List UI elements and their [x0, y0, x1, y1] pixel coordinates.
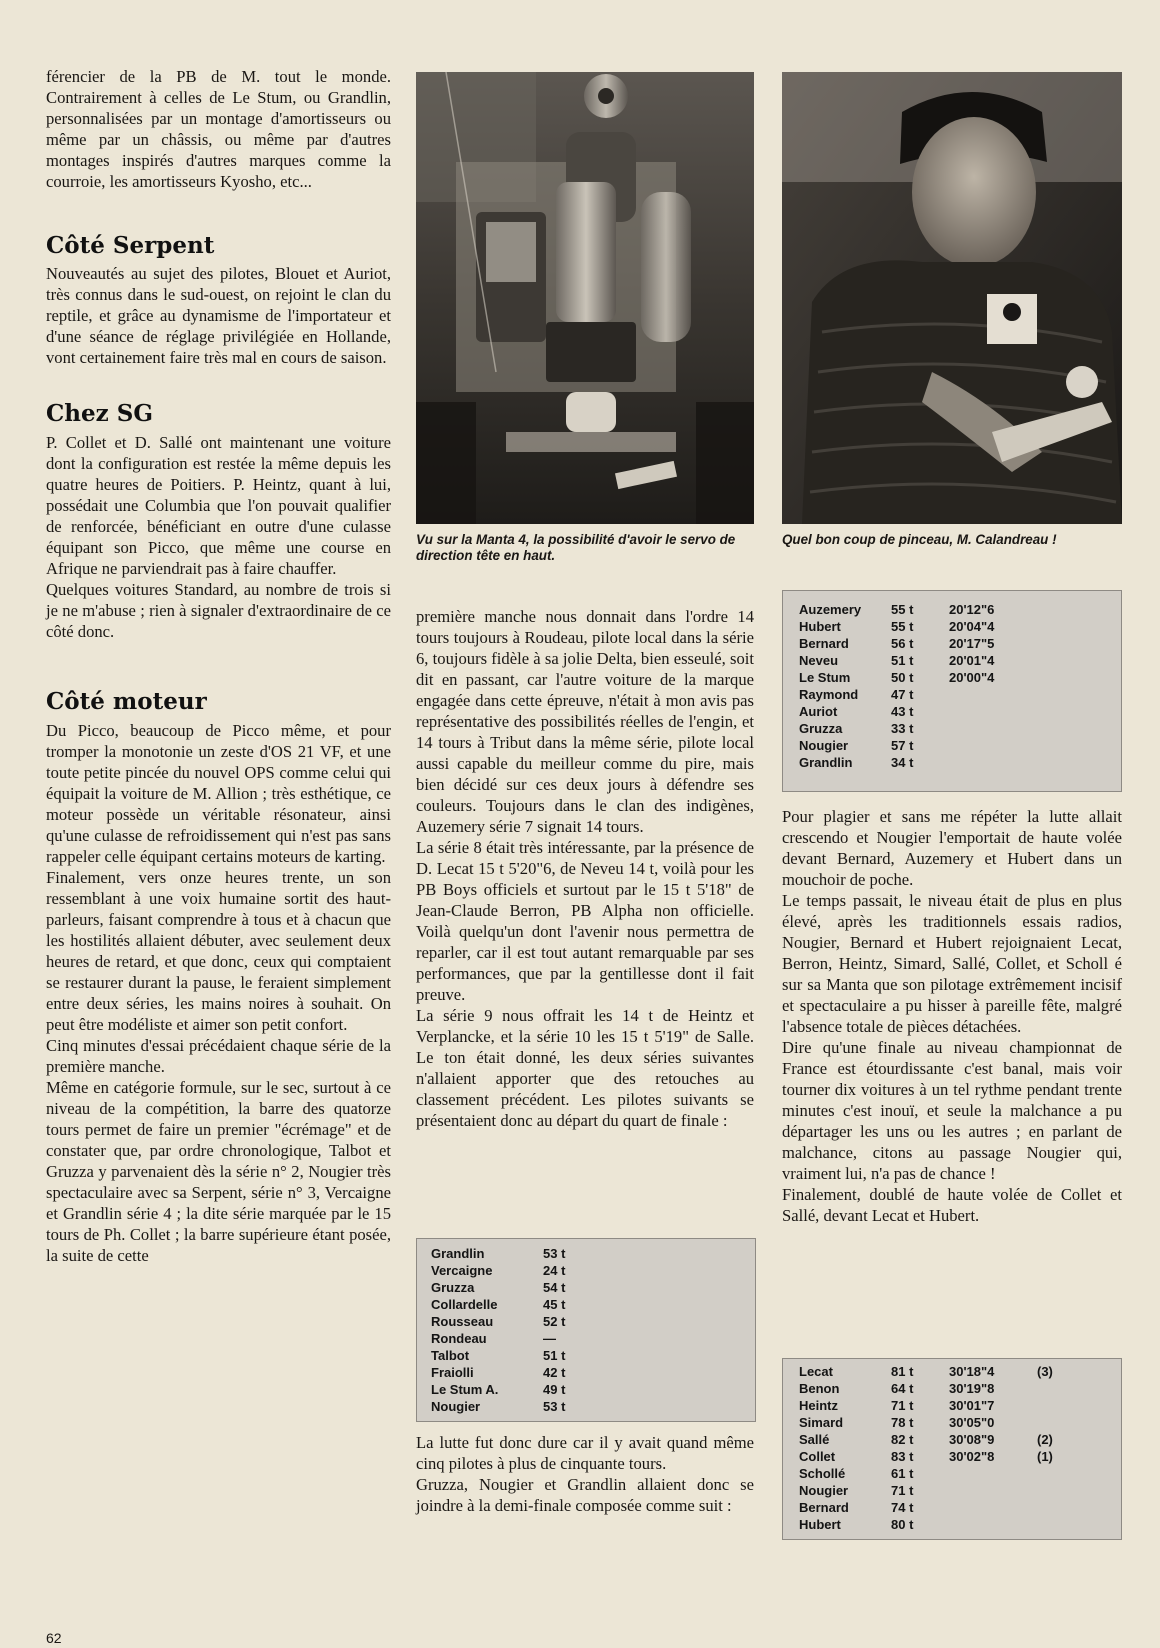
cell-laps: 80 t — [891, 1517, 914, 1532]
table-row — [431, 1279, 731, 1296]
paragraph-mid-5: Gruzza, Nougier et Grandlin allaient donc se joindre à la demi-finale composée comme suit : — [416, 1475, 754, 1515]
cell-laps: 82 t — [891, 1432, 914, 1447]
cell-name: Rousseau — [431, 1314, 494, 1329]
table-row — [431, 1381, 731, 1398]
cell-time: 30'01"7 — [949, 1398, 995, 1413]
cell-name: Collet — [799, 1449, 836, 1464]
cell-rank: (2) — [1037, 1432, 1053, 1447]
table-quart-de-finale — [416, 1238, 756, 1422]
cell-rank: (1) — [1037, 1449, 1053, 1464]
table-row — [431, 1313, 731, 1330]
table-row — [799, 1448, 1109, 1465]
table-demi-finale — [782, 590, 1122, 792]
cell-name: Le Stum — [799, 670, 851, 685]
table-row — [799, 1465, 1109, 1482]
paragraph-sg-1: P. Collet et D. Sallé ont maintenant une voiture dont la configuration est restée la même depuis les quatre heures de Poitiers. P. Heintz, quant à lui, possédait une Columbia que l'on pouvait qualifier de renforcée, bénéficiant en outre d'une culasse équipant son Picco, que même une course en Afrique ne parviendrait pas à faire chauffer. — [46, 433, 391, 578]
heading-cote-moteur: Côté moteur — [46, 688, 207, 715]
cell-time: 30'02"8 — [949, 1449, 995, 1464]
cell-laps: 51 t — [543, 1348, 566, 1363]
cell-laps: 34 t — [891, 755, 914, 770]
cell-laps: 53 t — [543, 1246, 566, 1261]
cell-name: Simard — [799, 1415, 844, 1430]
table-row — [799, 1397, 1109, 1414]
cell-laps: 83 t — [891, 1449, 914, 1464]
cell-laps: 53 t — [543, 1399, 566, 1414]
table-row — [799, 737, 1109, 754]
cell-laps: 49 t — [543, 1382, 566, 1397]
paragraph-mid-4: La lutte fut donc dure car il y avait quand même cinq pilotes à plus de cinquante tours. — [416, 1433, 754, 1473]
table-row — [431, 1347, 731, 1364]
cell-name: Bernard — [799, 1500, 849, 1515]
cell-name: Heintz — [799, 1398, 838, 1413]
cell-laps: 74 t — [891, 1500, 914, 1515]
paragraph-moteur-3: Cinq minutes d'essai précédaient chaque série de la première manche. — [46, 1036, 391, 1076]
cell-laps: 54 t — [543, 1280, 566, 1295]
table-row — [799, 1380, 1109, 1397]
photo-m-calandreau — [782, 72, 1122, 524]
cell-laps: 78 t — [891, 1415, 914, 1430]
table-row — [799, 1414, 1109, 1431]
paragraph-intro: férencier de la PB de M. tout le monde. Contrairement à celles de Le Stum, ou Grandlin, personnalisées par un montage d'amortisseurs ou même par un châssis, ou même par d'autres montages inspirés d'autres marques comme la courroie, les amortisseurs Kyosho, etc... — [46, 67, 391, 191]
cell-time: 20'01"4 — [949, 653, 995, 668]
cell-name: Nougier — [431, 1399, 481, 1414]
cell-time: 20'04"4 — [949, 619, 995, 634]
table-row — [799, 754, 1109, 771]
cell-time: 20'12"6 — [949, 602, 995, 617]
cell-time: 20'17"5 — [949, 636, 995, 651]
cell-name: Collardelle — [431, 1297, 498, 1312]
heading-cote-serpent: Côté Serpent — [46, 232, 215, 259]
table-row — [431, 1296, 731, 1313]
cell-rank: (3) — [1037, 1364, 1053, 1379]
table-row — [799, 686, 1109, 703]
paragraph-right-1: Pour plagier et sans me répéter la lutte allait crescendo et Nougier l'emportait de haute volée devant Bernard, Auzemery et Hubert dans un mouchoir de poche. — [782, 807, 1122, 889]
cell-laps: 24 t — [543, 1263, 566, 1278]
table-row — [799, 618, 1109, 635]
cell-laps: 56 t — [891, 636, 914, 651]
table-row — [799, 703, 1109, 720]
paragraph-mid-2: La série 8 était très intéressante, par la présence de D. Lecat 15 t 5'20"6, de Neveu 14 t, voilà pour les PB Boys officiels et surtout par le 15 t 5'18" de Jean-Claude Berron, PB Alpha non officielle. Voilà quelqu'un dont l'avenir nous permettra de reparler, car il est tout autant remarquable par ses performances, que par la gentillesse dont il fait preuve. — [416, 838, 754, 1004]
table-finale — [782, 1358, 1122, 1540]
cell-laps: 64 t — [891, 1381, 914, 1396]
table-row — [431, 1330, 731, 1347]
column-middle-bottom — [416, 1432, 754, 1516]
table-row — [799, 669, 1109, 686]
cell-name: Benon — [799, 1381, 840, 1396]
cell-name: Gruzza — [431, 1280, 475, 1295]
cell-name: Nougier — [799, 738, 849, 753]
table-row — [799, 1499, 1109, 1516]
cell-name: Gruzza — [799, 721, 843, 736]
column-right — [782, 806, 1122, 1226]
cell-name: Grandlin — [799, 755, 853, 770]
cell-name: Raymond — [799, 687, 859, 702]
cell-time: 30'05"0 — [949, 1415, 995, 1430]
cell-name: Auzemery — [799, 602, 862, 617]
cell-laps: 71 t — [891, 1483, 914, 1498]
cell-laps: 52 t — [543, 1314, 566, 1329]
cell-time: 30'19"8 — [949, 1381, 995, 1396]
page-number: 62 — [46, 1630, 62, 1646]
table-row — [799, 1482, 1109, 1499]
cell-laps: 43 t — [891, 704, 914, 719]
cell-name: Nougier — [799, 1483, 849, 1498]
table-row — [799, 1431, 1109, 1448]
paragraph-mid-3: La série 9 nous offrait les 14 t de Heintz et Verplancke, et la série 10 les 15 t 5'19" de Salle. Le ton était donné, les deux séries suivantes n'allaient apporter que des retouches au classement précédent. Les pilotes suivants se présentaient donc au départ du quart de finale : — [416, 1006, 754, 1130]
cell-laps: 33 t — [891, 721, 914, 736]
paragraph-serpent: Nouveautés au sujet des pilotes, Blouet et Auriot, très connus dans le sud-ouest, on rejoint le clan du reptile, et grâce au dynamisme de l'importateur et d'une séance de réglage privilégiée en Hollande, vont certainement faire très mal en cours de saison. — [46, 264, 391, 367]
cell-laps: 45 t — [543, 1297, 566, 1312]
cell-name: Vercaigne — [431, 1263, 493, 1278]
cell-laps: 81 t — [891, 1364, 914, 1379]
cell-laps: 47 t — [891, 687, 914, 702]
cell-name: Hubert — [799, 619, 841, 634]
table-row — [799, 720, 1109, 737]
cell-name: Sallé — [799, 1432, 830, 1447]
cell-time: 30'08"9 — [949, 1432, 995, 1447]
cell-laps: 57 t — [891, 738, 914, 753]
cell-laps: 71 t — [891, 1398, 914, 1413]
photo-manta-chassis — [416, 72, 754, 524]
table-row — [799, 601, 1109, 618]
caption-photo-left: Vu sur la Manta 4, la possibilité d'avoir le servo de direction tête en haut. — [416, 532, 736, 563]
cell-time: 20'00"4 — [949, 670, 995, 685]
cell-name: Neveu — [799, 653, 839, 668]
table-row — [799, 652, 1109, 669]
heading-chez-sg: Chez SG — [46, 400, 153, 427]
paragraph-moteur-2: Finalement, vers onze heures trente, un son ressemblant à une voix humaine sortit des haut-parleurs, faisant comprendre à tous et à chacun que les hostilités allaient débuter, avec seulement deux heures de retard, et que donc, ceux qui comptaient se restaurer durant la pause, le feraient simplement entre deux séries, les mains noires à souhait. On peut être modéliste et aimer son petit confort. — [46, 868, 391, 1034]
paragraph-moteur-1: Du Picco, beaucoup de Picco même, et pour tromper la monotonie un zeste d'OS 21 VF, et une toute petite pincée du nouvel OPS comme celui qui équipait la voiture de M. Allion ; très esthétique, ce moteur possède un véritable résonateur, ainsi qu'une culasse de refroidissement qui n'est pas sans rappeler celle équipant certains moteurs de karting. — [46, 721, 391, 866]
cell-name: Auriot — [799, 704, 838, 719]
column-left — [46, 66, 391, 1266]
cell-laps: — — [543, 1331, 556, 1346]
cell-laps: 51 t — [891, 653, 914, 668]
cell-name: Fraiolli — [431, 1365, 474, 1380]
table-row — [799, 1363, 1109, 1380]
cell-name: Talbot — [431, 1348, 470, 1363]
column-middle — [416, 606, 754, 1131]
cell-name: Bernard — [799, 636, 849, 651]
table-row — [799, 635, 1109, 652]
paragraph-right-3: Dire qu'une finale au niveau championnat de France est étourdissante c'est banal, mais voir tourner dix voitures à un tel rythme pendant trente minutes c'est inouï, et seule la malchance a pu départager les uns ou les autres ; en parlant de malchance, citons au passage Nougier qui, vraiment lui, n'a pas de chance ! — [782, 1038, 1122, 1183]
cell-laps: 50 t — [891, 670, 914, 685]
table-row — [799, 1516, 1109, 1533]
table-row — [431, 1245, 731, 1262]
cell-laps: 42 t — [543, 1365, 566, 1380]
cell-name: Le Stum A. — [431, 1382, 499, 1397]
paragraph-right-4: Finalement, doublé de haute volée de Collet et Sallé, devant Lecat et Hubert. — [782, 1185, 1122, 1225]
cell-name: Lecat — [799, 1364, 833, 1379]
paragraph-right-2: Le temps passait, le niveau était de plus en plus élevé, après les traditionnels essais radios, Nougier, Bernard et Hubert rejoignaient Lecat, Berron, Heintz, Simard, Sallé, Collet, et Scholl é sur sa Manta que son pilotage extrêmement incisif et spectaculaire a pu hisser à pareille fête, malgré l'absence totale de pièces détachées. — [782, 891, 1122, 1036]
cell-time: 30'18"4 — [949, 1364, 995, 1379]
paragraph-sg-2: Quelques voitures Standard, au nombre de trois si je ne m'abuse ; rien à signaler d'extraordinaire de ce côté donc. — [46, 580, 391, 641]
table-row — [431, 1262, 731, 1279]
cell-name: Rondeau — [431, 1331, 487, 1346]
cell-laps: 61 t — [891, 1466, 914, 1481]
cell-name: Schollé — [799, 1466, 846, 1481]
cell-name: Hubert — [799, 1517, 841, 1532]
cell-laps: 55 t — [891, 619, 914, 634]
cell-name: Grandlin — [431, 1246, 485, 1261]
caption-photo-right: Quel bon coup de pinceau, M. Calandreau ! — [782, 532, 1057, 547]
cell-laps: 55 t — [891, 602, 914, 617]
paragraph-moteur-4: Même en catégorie formule, sur le sec, surtout à ce niveau de la compétition, la barre des quatorze tours permet de faire un premier "écrémage" et de constater que, par ordre chronologique, Talbot et Gruzza y parvenaient dès la série n° 2, Nougier très spectaculaire avec sa Serpent, série n° 3, Vercaigne et Grandlin série 4 ; la dite série marquée par le 15 tours de Ph. Collet ; la barre supérieure étant posée, la suite de cette — [46, 1078, 391, 1265]
table-row — [431, 1364, 731, 1381]
table-row — [431, 1398, 731, 1415]
paragraph-mid-1: première manche nous donnait dans l'ordre 14 tours toujours à Roudeau, pilote local dans la série 6, toujours fidèle à sa jolie Delta, bien esseulé, soit dit en passant, car l'autre voiture de la marque engagée dans cette épreuve, n'était à mon avis pas représentative des possibilités réelles de l'engin, et 14 tours à Tribut dans la même série, pilote local aussi capable du meilleur comme du pire, mais bien décidé sur ces deux jours à défendre ses couleurs. Toujours dans le clan des indigènes, Auzemery série 7 signait 14 tours. — [416, 607, 754, 836]
